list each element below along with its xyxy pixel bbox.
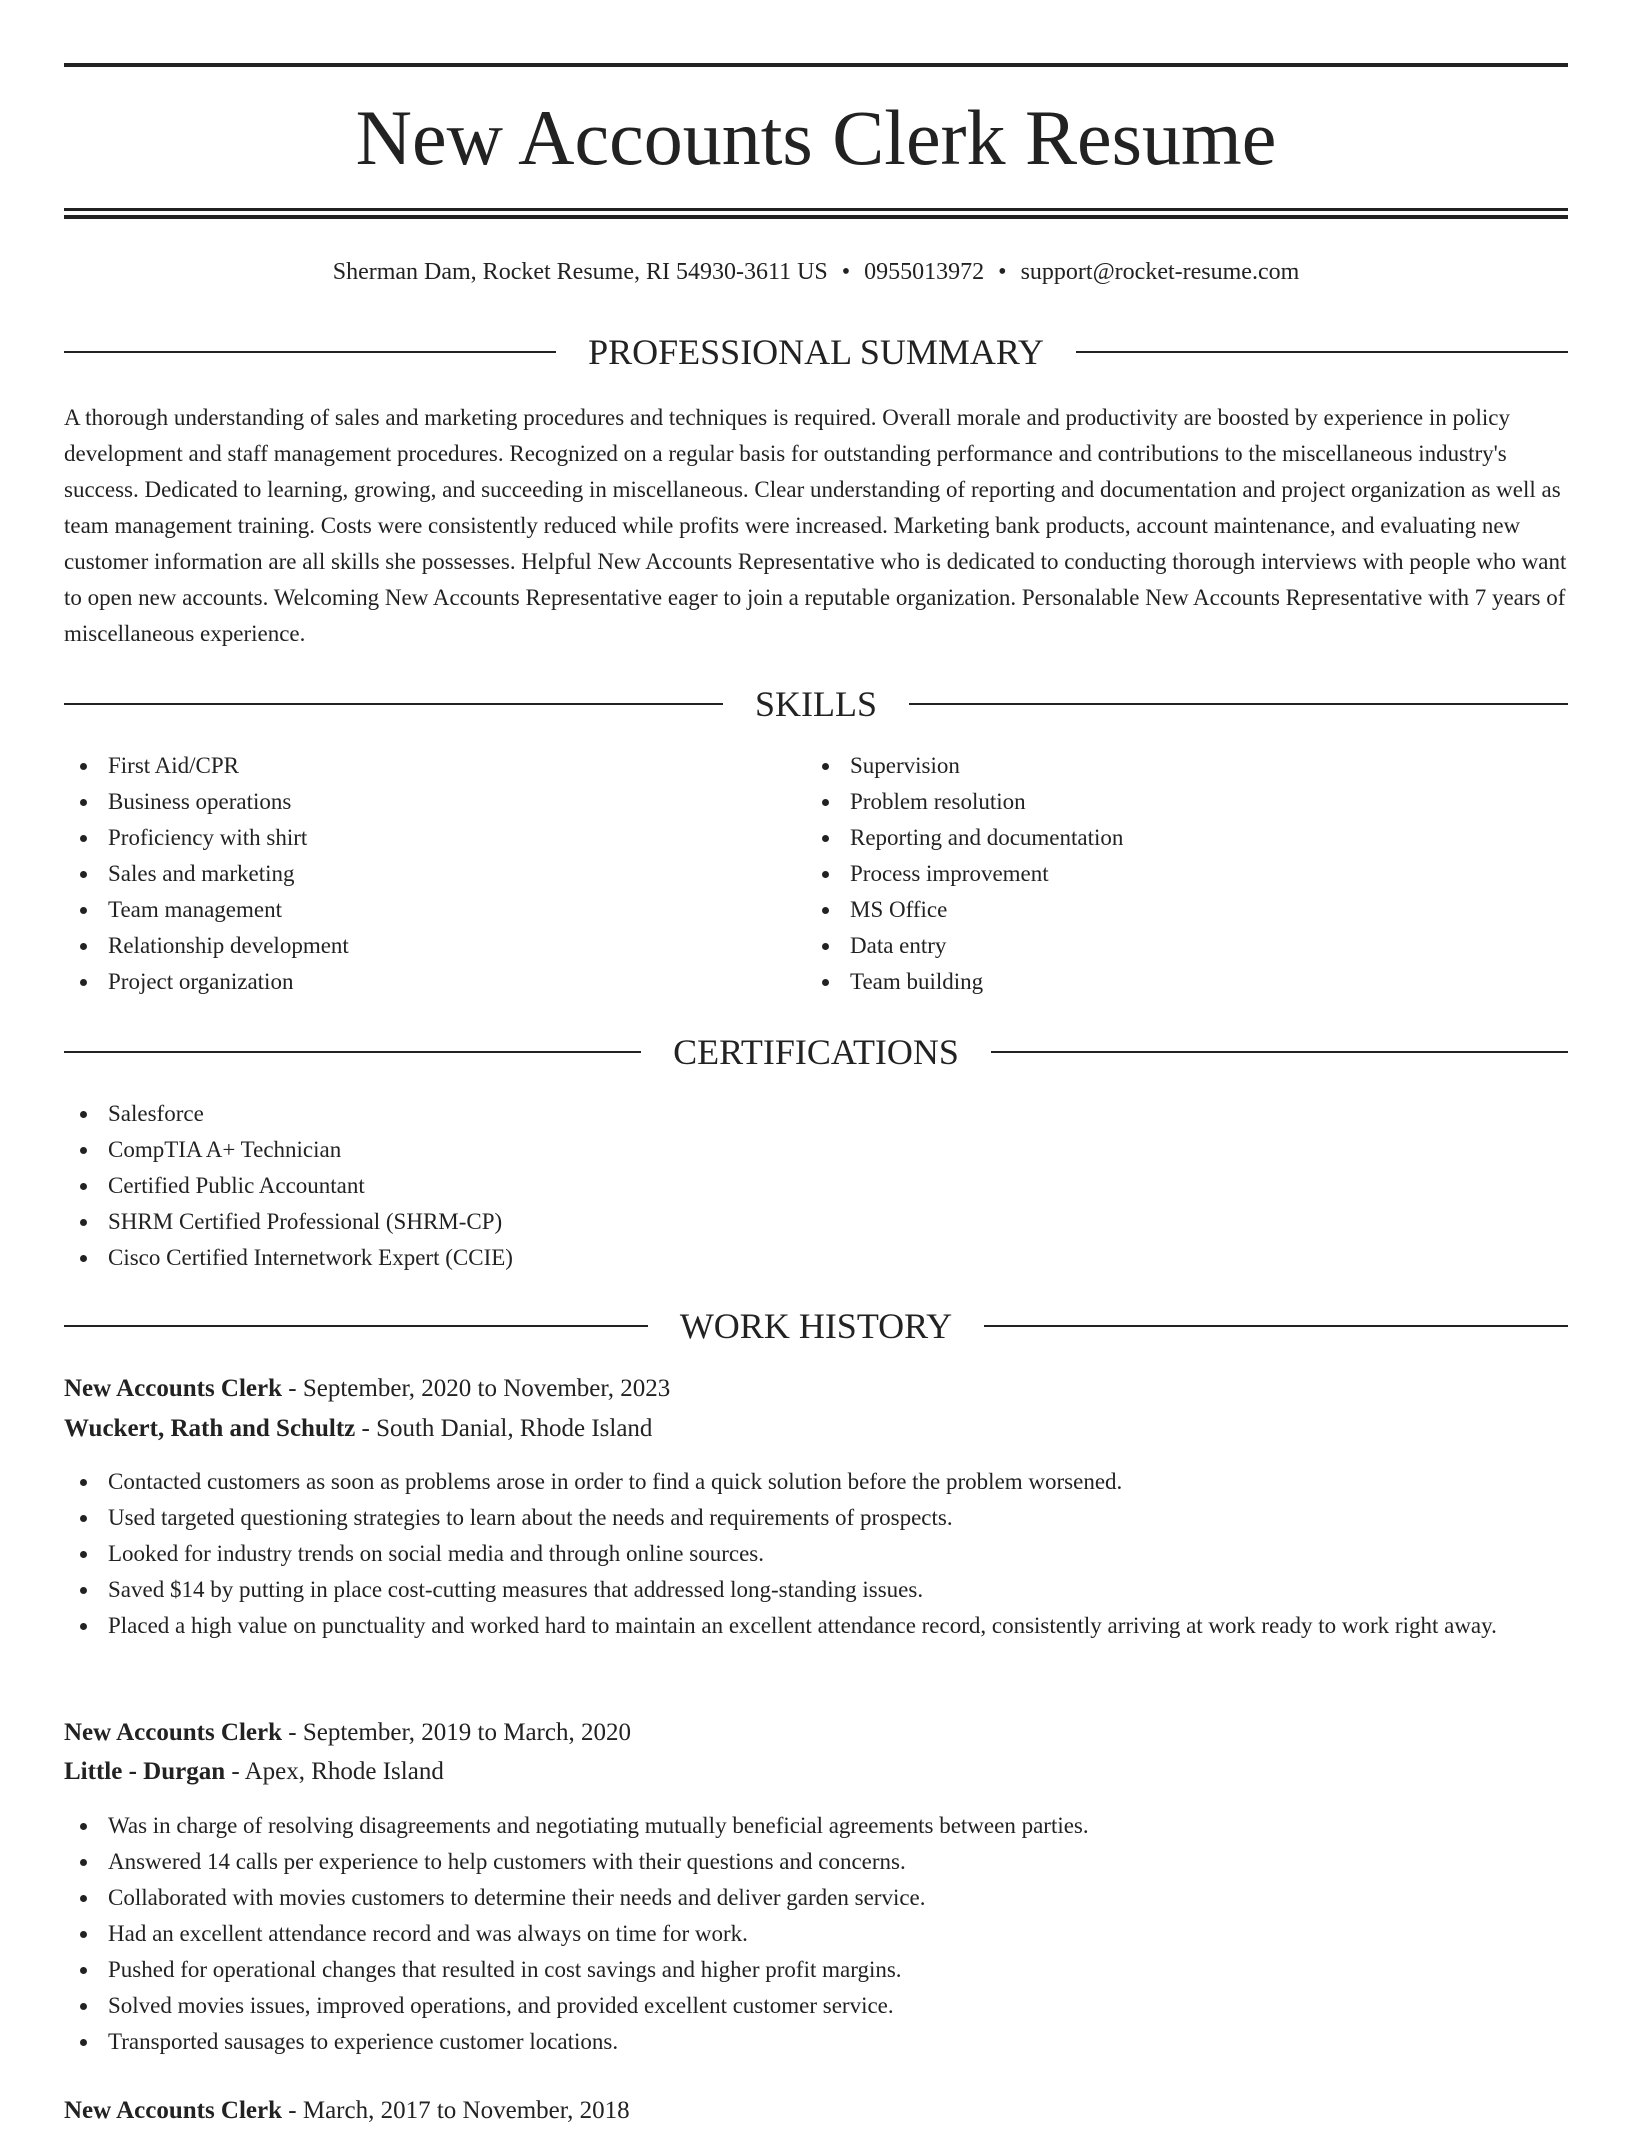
section-heading-skills <box>64 682 1568 726</box>
skill-item: MS Office <box>806 892 1506 928</box>
title-rule <box>64 208 1568 211</box>
certification-item: SHRM Certified Professional (SHRM-CP) <box>64 1204 1568 1240</box>
job-bullet-list <box>64 1808 1568 2060</box>
skill-item: Data entry <box>806 928 1506 964</box>
skills-list <box>64 748 764 1000</box>
skill-item: Team management <box>64 892 764 928</box>
certification-item: Salesforce <box>64 1096 1568 1132</box>
job-company-line <box>64 1753 1568 1791</box>
job-title: New Accounts Clerk <box>64 1375 283 1402</box>
section-heading-certifications <box>64 1030 1568 1074</box>
heading-rule <box>64 1051 641 1053</box>
section-title: PROFESSIONAL SUMMARY <box>588 332 1044 372</box>
section-title: WORK HISTORY <box>679 1306 953 1346</box>
job-dash: - <box>282 1375 303 1402</box>
job-title-line <box>64 1714 1568 1752</box>
job-bullet: Contacted customers as soon as problems arose in order to find a quick solution before the problem worsened. <box>64 1464 1568 1500</box>
skill-item: Proficiency with shirt <box>64 820 764 856</box>
skill-item: Team building <box>806 964 1506 1000</box>
job-bullet: Collaborated with movies customers to determine their needs and deliver garden service. <box>64 1880 1568 1916</box>
job-dash: - <box>282 1719 303 1746</box>
job-bullet: Pushed for operational changes that resulted in cost savings and higher profit margins. <box>64 1952 1568 1988</box>
certifications-list <box>64 1096 1568 1276</box>
contact-email: support@rocket-resume.com <box>1020 259 1300 285</box>
job-title-line <box>64 1370 1568 1408</box>
skill-item: Reporting and documentation <box>806 820 1506 856</box>
section-heading-work-history <box>64 1304 1568 1348</box>
job-location: South Danial, Rhode Island <box>376 1415 653 1442</box>
job-bullets <box>64 1464 1568 1644</box>
job-bullet: Transported sausages to experience customer locations. <box>64 2024 1568 2060</box>
job-bullet: Looked for industry trends on social media and through online sources. <box>64 1536 1568 1572</box>
job-dates: March, 2017 to November, 2018 <box>302 2097 630 2124</box>
heading-rule <box>1076 351 1568 353</box>
job-bullets <box>64 1808 1568 2060</box>
contact-separator: • <box>841 259 851 285</box>
certifications-block <box>64 1096 1568 1276</box>
job-bullet: Saved $14 by putting in place cost-cutting measures that addressed long-standing issues. <box>64 1572 1568 1608</box>
heading-rule <box>909 703 1568 705</box>
contact-line <box>64 254 1568 290</box>
heading-rule <box>984 1325 1568 1327</box>
certification-item: CompTIA A+ Technician <box>64 1132 1568 1168</box>
skills-list <box>806 748 1506 1000</box>
contact-address: Sherman Dam, Rocket Resume, RI 54930-3611 US <box>332 259 828 285</box>
skills-left-column <box>64 748 764 1000</box>
job-bullet: Used targeted questioning strategies to learn about the needs and requirements of prospects. <box>64 1500 1568 1536</box>
job-company-line <box>64 1410 1568 1448</box>
job-bullet: Answered 14 calls per experience to help customers with their questions and concerns. <box>64 1844 1568 1880</box>
skill-item: Problem resolution <box>806 784 1506 820</box>
skill-item: First Aid/CPR <box>64 748 764 784</box>
job-location: Apex, Rhode Island <box>244 1758 444 1785</box>
job-dash: - <box>282 2097 303 2124</box>
skill-item: Supervision <box>806 748 1506 784</box>
job-title: New Accounts Clerk <box>64 1719 283 1746</box>
title-rule <box>64 215 1568 219</box>
job-bullet: Placed a high value on punctuality and worked hard to maintain an excellent attendance record, consistently arriving at work ready to work right away. <box>64 1608 1568 1644</box>
contact-separator: • <box>998 259 1007 285</box>
job-bullet-list <box>64 1464 1568 1644</box>
skill-item: Sales and marketing <box>64 856 764 892</box>
job-bullet: Solved movies issues, improved operations, and provided excellent customer service. <box>64 1988 1568 2024</box>
heading-rule <box>991 1051 1568 1053</box>
job-company: Wuckert, Rath and Schultz <box>64 1415 356 1442</box>
job-bullet: Was in charge of resolving disagreements and negotiating mutually beneficial agreements between parties. <box>64 1808 1568 1844</box>
section-title: SKILLS <box>755 684 878 724</box>
skills-right-column <box>806 748 1506 1000</box>
job-dates: September, 2019 to March, 2020 <box>302 1719 631 1746</box>
heading-rule <box>64 351 556 353</box>
job-dates: September, 2020 to November, 2023 <box>302 1375 671 1402</box>
skill-item: Business operations <box>64 784 764 820</box>
certification-item: Cisco Certified Internetwork Expert (CCIE) <box>64 1240 1568 1276</box>
section-title: CERTIFICATIONS <box>673 1032 959 1072</box>
summary-text: A thorough understanding of sales and marketing procedures and techniques is required. Overall morale and productivity are boosted by experience in policy development and staff management procedures. Recognized on a regular basis for outstanding performance and contributions to the miscellaneous industry's success. Dedicated to learning, growing, and succeeding in miscellaneous. Clear understanding of reporting and documentation and project organization as well as team management training. Costs were consistently reduced while profits were increased. Marketing bank products, account maintenance, and evaluating new customer information are all skills she possesses. Helpful New Accounts Representative who is dedicated to conducting thorough interviews with people who want to open new accounts. Welcoming New Accounts Representative eager to join a reputable organization. Personalable New Accounts Representative with 7 years of miscellaneous experience. <box>64 405 1567 646</box>
job-bullet: Had an excellent attendance record and was always on time for work. <box>64 1916 1568 1952</box>
skill-item: Relationship development <box>64 928 764 964</box>
section-heading-summary <box>64 330 1568 374</box>
certification-item: Certified Public Accountant <box>64 1168 1568 1204</box>
heading-rule <box>64 1325 648 1327</box>
resume-title: New Accounts Clerk Resume <box>355 94 1277 181</box>
skill-item: Project organization <box>64 964 764 1000</box>
skill-item: Process improvement <box>806 856 1506 892</box>
job-title-line <box>64 2092 1568 2130</box>
contact-phone: 0955013972 <box>864 259 985 285</box>
top-rule <box>64 63 1568 67</box>
heading-rule <box>64 703 723 705</box>
job-dash: - <box>355 1415 377 1442</box>
job-company: Little - Durgan <box>64 1758 226 1785</box>
job-dash: - <box>225 1758 245 1785</box>
job-title: New Accounts Clerk <box>64 2097 283 2124</box>
